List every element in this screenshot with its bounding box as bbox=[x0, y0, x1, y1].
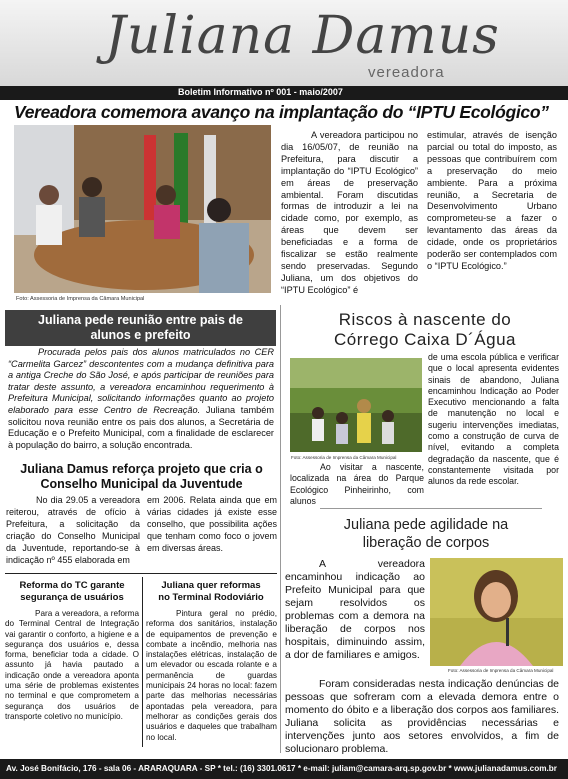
article7-full bbox=[285, 678, 559, 756]
article2-normal: Juliana também solicitou nova reunião entre os pais dos alunos, a Secretária de Educação e o Prefeito Municipal, com a finalidade de esclarecer à população do bairro, a solução encontrada. bbox=[8, 404, 274, 450]
meeting-photo bbox=[14, 125, 271, 293]
divider-article6 bbox=[320, 508, 542, 509]
article2-body bbox=[8, 347, 274, 451]
article3-col1 bbox=[6, 495, 140, 566]
article6-title bbox=[290, 310, 560, 350]
spring-photo bbox=[290, 358, 422, 452]
meeting-photo-illustration bbox=[14, 125, 271, 293]
article3-col2-text: em 2006. Relata ainda que em várias cidades já existe esse conselho, que possibilita ações que tenham como foco o jovem em diversas áreas. bbox=[147, 495, 277, 553]
masthead-name: Juliana Damus bbox=[105, 6, 500, 66]
councilwoman-photo bbox=[430, 558, 563, 666]
article3-title-line1: Juliana Damus reforça projeto que cria o bbox=[20, 462, 263, 476]
article3-title-line2: Conselho Municipal da Juventude bbox=[40, 477, 243, 491]
article3-title bbox=[5, 462, 278, 492]
spring-photo-caption: Foto: Assessoria de Imprensa da Câmara Municipal bbox=[291, 455, 397, 460]
article6-title-line2: Córrego Caixa D´Água bbox=[334, 330, 516, 349]
footer-contact: Av. José Bonifácio, 176 - sala 06 - ARARAQUARA - SP * tel.: (16) 3301.0617 * e-mail: juliam@camara-arq.sp.gov.br * www.julianadamus.com.br bbox=[6, 764, 557, 773]
article1-col1 bbox=[281, 130, 418, 297]
article6-right-col bbox=[428, 352, 559, 488]
councilwoman-photo-caption: Foto: Assessoria de Imprensa da Câmara Municipal bbox=[448, 668, 554, 673]
masthead bbox=[0, 0, 568, 86]
article7-title bbox=[295, 516, 557, 552]
article6-title-line1: Riscos à nascente do bbox=[338, 310, 512, 329]
article3-col1-text: No dia 29.05 a vereadora reiterou, através de ofício à Prefeitura, a solicitação da criação do Conselho Municipal da Juventude, reportando-se à indicação nº 455 elaborada em bbox=[6, 495, 140, 565]
divider-article3 bbox=[5, 573, 277, 574]
bulletin-label: Boletim Informativo nº 001 - maio/2007 bbox=[178, 87, 343, 97]
article7-left-text: A vereadora encaminhou indicação ao Prefeito Municipal para que sejam resolvidos os problemas com a demora na liberação de corpos nos hospitais, diminuindo assim, a dor de familiares e amigos. bbox=[285, 558, 425, 661]
footer-bar bbox=[0, 759, 568, 779]
article4-text: Para a vereadora, a reforma do Terminal Central de Integração vai garantir o conforto, a higiene e a segurança dos usuários e, dessa forma, beneficiar toda a cidade. O assunto já havia pautado a indicação onde a vereadora aponta uma série de problemas existentes no terminal e que comprometem a segurança dos usuários de transporte coletivo no município. bbox=[5, 609, 139, 721]
spring-photo-illustration bbox=[290, 358, 422, 452]
meeting-photo-caption: Foto: Assessoria de Imprensa da Câmara Municipal bbox=[16, 296, 145, 302]
article6-under-text: Ao visitar a nascente, localizada na área do Parque Ecológico Pinheirinho, com alunos bbox=[290, 462, 424, 506]
article2-title bbox=[5, 310, 276, 346]
article5-text: Pintura geral no prédio, reforma dos sanitários, instalação de equipamentos de prevenção e combate a incêndio, melhoria nas instalações elétricas, instalação de um elevador ou escada rolante e a permanência de guardas municipais 24 horas no local: fazem parte das melhorias necessárias apontadas pela vereadora, para melhorar as condições gerais dos usuários e daqueles que trabalham no local. bbox=[146, 609, 277, 742]
article7-title-line2: liberação de corpos bbox=[362, 535, 490, 551]
article3-col2 bbox=[147, 495, 277, 555]
article1-col2-text: estimular, através de isenção parcial ou total do imposto, as pessoas que contribuírem com a preservação do meio ambiente. Para a próxima reunião, a Secretaria de Desenvolvimento Urbano comprometeu-se a fazer o levantamento das áreas da cidade, onde os proprietários poderão ser contemplados com o “IPTU Ecológico.” bbox=[427, 130, 557, 271]
article2-title-line2: alunos e prefeito bbox=[90, 328, 191, 342]
masthead-role: vereadora bbox=[368, 64, 445, 81]
article2-italic: Procurada pelos pais dos alunos matriculados no CER “Carmelita Garcez” descontentes com a mudança definitiva para a antiga Creche do São José, e após participar de reuniões para tratar deste assunto, a vereadora encaminhou requerimento à Prefeitura Municipal, solicitando informações quanto ao projeto elaborado para esse Centro de Recreação. bbox=[8, 347, 274, 415]
article1-col1-text: A vereadora participou no dia 16/05/07, de reunião na Prefeitura, para discutir a implantação do “IPTU Ecológico” em áreas de preservação ambiental. Foram discutidas formas de introduzir a lei na cidade como, por exemplo, as áreas que devem ser beneficiadas e a forma de fiscalizar se estão realmente sendo preservadas. Segundo Juliana, um dos objetivos do “IPTU Ecológico” é bbox=[281, 130, 418, 295]
article6-under-photo bbox=[290, 462, 424, 507]
article4-title-line2: segurança de usuários bbox=[20, 591, 124, 603]
article5-title-line1: Juliana quer reformas bbox=[161, 580, 261, 591]
article5-title bbox=[146, 580, 276, 603]
article7-full-text: Foram consideradas nesta indicação denúncias de pessoas que sofreram com a elevada demora entre o momento do óbito e a liberação dos corpos aos familiares. Juliana solicita as providências necessárias e intervenções junto aos setores envolvidos, a fim de solucionaro problema. bbox=[285, 678, 559, 755]
divider-vertical-small bbox=[142, 577, 143, 747]
divider-vertical-main bbox=[280, 305, 281, 753]
article4-body bbox=[5, 609, 139, 722]
councilwoman-photo-illustration bbox=[430, 558, 563, 666]
article6-right-text: de uma escola pública e verificar que o local apresenta evidentes sinais de abandono, Juliana encaminhou Indicação ao Poder Executivo mencionando a falta de manutenção no local e sugeriu intervenções imediatas, como a construção de curva de nível, evitando a completa degradação da nascente, que é constantemente visitada por alunos da rede escolar. bbox=[428, 352, 559, 487]
article5-title-line2: no Terminal Rodoviário bbox=[158, 591, 264, 603]
article2-title-line1: Juliana pede reunião entre pais de bbox=[38, 313, 243, 327]
bulletin-bar bbox=[0, 86, 568, 100]
article7-title-line1: Juliana pede agilidade na bbox=[343, 517, 509, 533]
headline: Vereadora comemora avanço na implantação do “IPTU Ecológico” bbox=[14, 102, 549, 122]
article1-col2 bbox=[427, 130, 557, 273]
article7-left-col bbox=[285, 558, 425, 662]
article4-title bbox=[5, 580, 139, 603]
article4-title-line1: Reforma do TC garante bbox=[19, 580, 125, 591]
article5-body bbox=[146, 609, 277, 743]
